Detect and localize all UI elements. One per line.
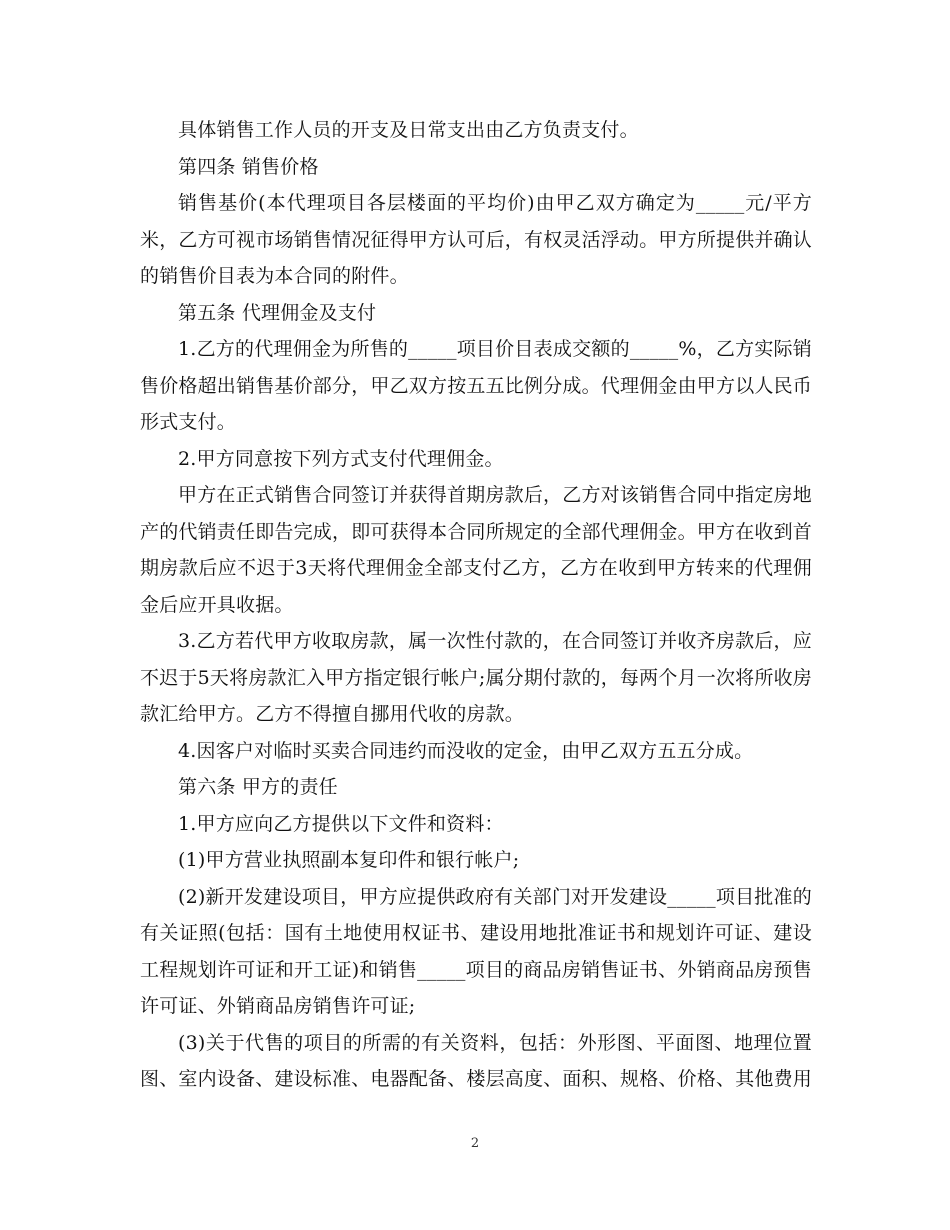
paragraph-commission-timing: 甲方在正式销售合同签订并获得首期房款后，乙方对该销售合同中指定房地产的代销责任即告完成，即可获得本合同所规定的全部代理佣金。甲方在收到首期房款后应不迟于3天将代理佣金全部支付乙方，乙方在收到甲方转来的代理佣金后应开具收据。 <box>140 484 813 616</box>
heading-article-4: 第四条 销售价格 <box>178 155 319 178</box>
paragraph-documents-intro: 1.甲方应向乙方提供以下文件和资料： <box>178 812 504 835</box>
heading-article-6: 第六条 甲方的责任 <box>178 776 338 798</box>
paragraph-base-price: 销售基价(本代理项目各层楼面的平均价)由甲乙双方确定为_____元/平方米，乙方可视市场销售情况征得甲方认可后，有权灵活浮动。甲方所提供并确认的销售价目表为本合同的附件。 <box>140 192 813 287</box>
paragraph-item-3: (3)关于代售的项目的所需的有关资料，包括：外形图、平面图、地理位置图、室内设备、建设标准、电器配备、楼层高度、面积、规格、价格、其他费用 <box>140 1031 813 1090</box>
paragraph-staff-expenses: 具体销售工作人员的开支及日常支出由乙方负责支付。 <box>178 119 639 141</box>
paragraph-commission-rate: 1.乙方的代理佣金为所售的_____项目价目表成交额的_____%，乙方实际销售价格超出销售基价部分，甲乙双方按五五比例分成。代理佣金由甲方以人民币形式支付。 <box>140 338 813 433</box>
paragraph-item-1: (1)甲方营业执照副本复印件和银行帐户; <box>178 849 520 871</box>
document-body <box>140 112 812 1098</box>
page-number: 2 <box>470 1136 480 1151</box>
paragraph-deposit-split: 4.因客户对临时买卖合同违约而没收的定金，由甲乙双方五五分成。 <box>178 739 754 762</box>
paragraph-payment-method: 2.甲方同意按下列方式支付代理佣金。 <box>178 447 504 470</box>
paragraph-item-2: (2)新开发建设项目，甲方应提供政府有关部门对开发建设_____项目批准的有关证照(包括：国有土地使用权证书、建设用地批准证书和规划许可证、建设工程规划许可证和开工证)和销售_____项目的商品房销售证书、外销商品房预售许可证、外销商品房销售许可证; <box>140 885 812 1017</box>
heading-article-5: 第五条 代理佣金及支付 <box>178 301 377 324</box>
paragraph-collect-payments: 3.乙方若代甲方收取房款，属一次性付款的，在合同签订并收齐房款后，应不迟于5天将房款汇入甲方指定银行帐户;属分期付款的，每两个月一次将所收房款汇给甲方。乙方不得擅自挪用代收的房款。 <box>140 630 812 725</box>
